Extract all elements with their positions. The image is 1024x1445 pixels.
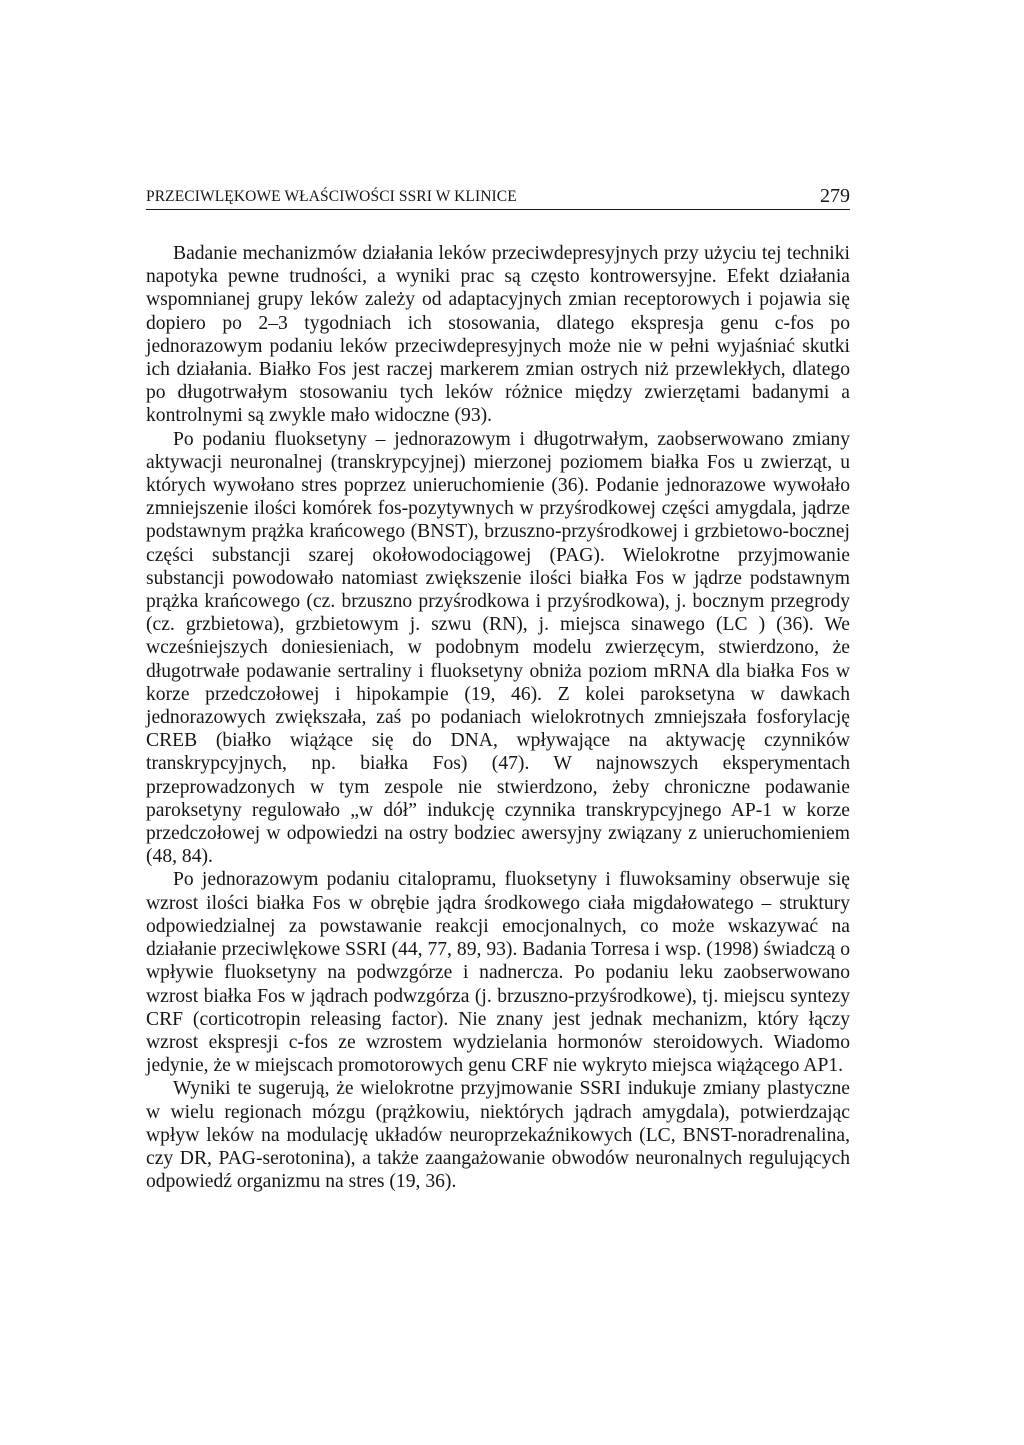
- paragraph: Po jednorazowym podaniu citalopramu, fluoksetyny i fluwoksaminy obserwuje się wzrost ilości białka Fos w obrębie jądra środkowego ciała migdałowatego – struktury odpowiedzialnej za powstawanie reakcji emocjonalnych, co może wskazywać na działanie przeciwlękowe SSRI (44, 77, 89, 93). Badania Torresa i wsp. (1998) świadczą o wpływie fluoksetyny na podwzgórze i nadnercza. Po podaniu leku zaobserwowano wzrost białka Fos w jądrach podwzgórza (j. brzuszno-przyśrodkowe), tj. miejscu syntezy CRF (corticotropin releasing factor). Nie znany jest jednak mechanizm, który łączy wzrost ekspresji c-fos ze wzrostem wydzielania hormonów steroidowych. Wiadomo jedynie, że w miejscach promotorowych genu CRF nie wykryto miejsca wiążącego AP1.: [146, 869, 850, 1077]
- running-header: [146, 186, 850, 210]
- running-title: PRZECIWLĘKOWE WŁAŚCIWOŚCI SSRI W KLINICE: [146, 188, 517, 205]
- paragraph: Badanie mechanizmów działania leków przeciwdepresyjnych przy użyciu tej techniki napotyka pewne trudności, a wyniki prac są często kontrowersyjne. Efekt działania wspomnianej grupy leków zależy od adaptacyjnych zmian receptorowych i pojawia się dopiero po 2–3 tygodniach ich stosowania, dlatego ekspresja genu c-fos po jednorazowym podaniu leków przeciwdepresyjnych może nie w pełni wyjaśniać skutki ich działania. Białko Fos jest raczej markerem zmian ostrych niż przewlekłych, dlatego po długotrwałym stosowaniu tych leków różnice między zwierzętami badanymi a kontrolnymi są zwykle mało widoczne (93).: [146, 243, 850, 427]
- page-number: 279: [820, 185, 850, 207]
- document-page: [146, 186, 850, 1193]
- body-text: [146, 242, 850, 1193]
- paragraph: Wyniki te sugerują, że wielokrotne przyjmowanie SSRI indukuje zmiany plastyczne w wielu regionach mózgu (prążkowiu, niektórych jądrach amygdala), potwierdzając wpływ leków na modulację układów neuroprzekaźnikowych (LC, BNST-noradrenalina, czy DR, PAG-serotonina), a także zaangażowanie obwodów neuronalnych regulujących odpowiedź organizmu na stres (19, 36).: [146, 1078, 850, 1193]
- paragraph: Po podaniu fluoksetyny – jednorazowym i długotrwałym, zaobserwowano zmiany aktywacji neuronalnej (transkrypcyjnej) mierzonej poziomem białka Fos u zwierząt, u których wywołano stres poprzez unieruchomienie (36). Podanie jednorazowe wywołało zmniejszenie ilości komórek fos-pozytywnych w przyśrodkowej części amygdala, jądrze podstawnym prążka krańcowego (BNST), brzuszno-przyśrodkowej i grzbietowo-bocznej części substancji szarej okołowodociągowej (PAG). Wielokrotne przyjmowanie substancji powodowało natomiast zwiększenie ilości białka Fos w jądrze podstawnym prążka krańcowego (cz. brzuszno przyśrodkowa i przyśrodkowa), j. bocznym przegrody (cz. grzbietowa), grzbietowym j. szwu (RN), j. miejsca sinawego (LC ) (36). We wcześniejszych doniesieniach, w podobnym modelu zwierzęcym, stwierdzono, że długotrwałe podawanie sertraliny i fluoksetyny obniża poziom mRNA dla białka Fos w korze przedczołowej i hipokampie (19, 46). Z kolei paroksetyna w dawkach jednorazowych zwiększała, zaś po podaniach wielokrotnych zmniejszała fosforylację CREB (białko wiążące się do DNA, wpływające na aktywację czynników transkrypcyjnych, np. białka Fos) (47). W najnowszych eksperymentach przeprowadzonych w tym zespole nie stwierdzono, żeby chroniczne podawanie paroksetyny regulowało „w dół” indukcję czynnika transkrypcyjnego AP-1 w korze przedczołowej w odpowiedzi na ostry bodziec awersyjny związany z unieruchomieniem (48, 84).: [146, 428, 850, 868]
